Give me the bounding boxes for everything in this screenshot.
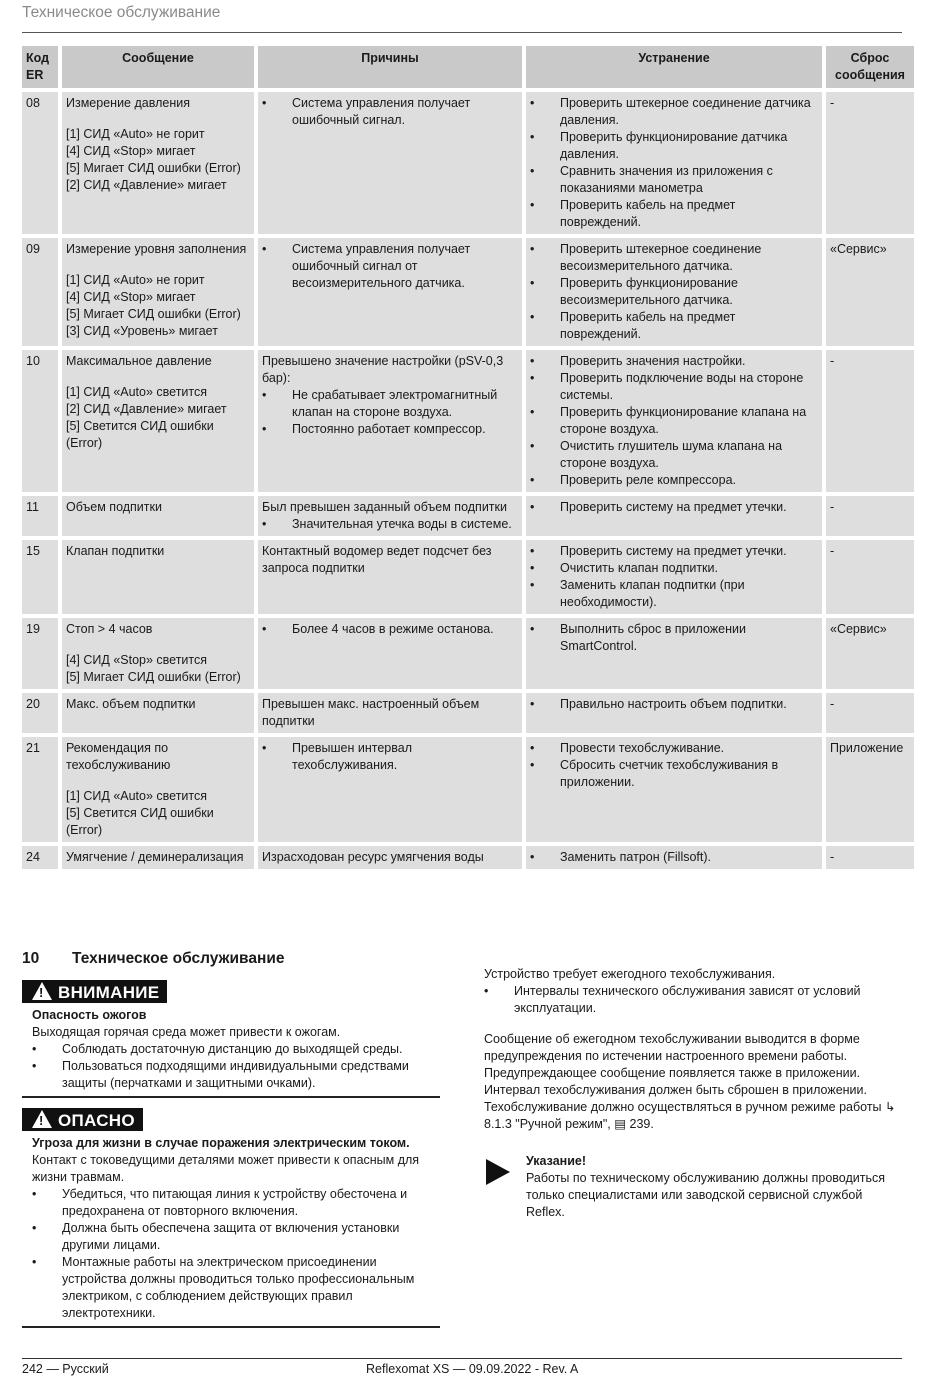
remedy-list xyxy=(530,696,818,713)
list-item: • Интервалы технического обслуживания зависят от условий эксплуатации. xyxy=(484,983,902,1017)
list-item: • Система управления получает ошибочный сигнал от весоизмерительного датчика. xyxy=(262,241,518,292)
remedy-list xyxy=(530,621,818,655)
remedy-cell xyxy=(526,618,822,689)
causes-list xyxy=(262,516,518,533)
remedy-list xyxy=(530,849,818,866)
led-status-list xyxy=(66,384,250,452)
causes-cell xyxy=(258,540,522,614)
message-title: Измерение давления xyxy=(66,96,190,110)
causes-cell xyxy=(258,496,522,536)
remedy-cell xyxy=(526,846,822,869)
cause-intro: Контактный водомер ведет подсчет без запроса подпитки xyxy=(262,544,492,575)
remedy-list xyxy=(530,353,818,489)
message-title: Макс. объем подпитки xyxy=(66,697,196,711)
warning-subtitle: Опасность ожогов xyxy=(32,1008,147,1022)
led-status: [1] СИД «Auto» не горит xyxy=(66,127,205,141)
list-item: • Должна быть обеспечена защита от включения установки другими лицами. xyxy=(32,1220,440,1254)
remedy-list xyxy=(530,740,818,791)
led-status: [5] Мигает СИД ошибки (Error) xyxy=(66,161,241,175)
danger-triangle-icon xyxy=(32,1110,52,1128)
reset-cell: - xyxy=(826,846,914,869)
message-cell xyxy=(62,496,254,536)
message-title: Умягчение / деминерализация xyxy=(66,850,244,864)
table-row xyxy=(22,540,914,614)
list-item: • Система управления получает ошибочный сигнал. xyxy=(262,95,518,129)
causes-list xyxy=(262,95,518,129)
danger-badge: !ОПАСНО xyxy=(22,1108,143,1131)
remedy-cell xyxy=(526,496,822,536)
warning-list xyxy=(22,1041,440,1092)
causes-cell xyxy=(258,238,522,346)
list-item: • Проверить систему на предмет утечки. xyxy=(530,543,818,560)
message-cell xyxy=(62,737,254,842)
message-cell xyxy=(62,238,254,346)
note-text: Работы по техническому обслуживанию должны проводиться только специалистами или заводской сервисной службой Reflex. xyxy=(526,1171,886,1219)
list-item: • Провести техобслуживание. xyxy=(530,740,818,757)
error-code-cell: 20 xyxy=(22,693,58,733)
list-item: • Выполнить сброс в приложении SmartControl. xyxy=(530,621,818,655)
error-code-cell: 24 xyxy=(22,846,58,869)
list-item: • Проверить кабель на предмет повреждений. xyxy=(530,197,818,231)
error-code-cell: 10 xyxy=(22,350,58,492)
remedy-cell xyxy=(526,693,822,733)
remedy-list xyxy=(530,499,818,516)
warning-text: Выходящая горячая среда может привести к ожогам. xyxy=(32,1025,341,1039)
table-row xyxy=(22,238,914,346)
maintenance-intro: Устройство требует ежегодного техобслуживания. xyxy=(484,967,776,981)
list-item: • Проверить реле компрессора. xyxy=(530,472,818,489)
led-status: [2] СИД «Давление» мигает xyxy=(66,178,227,192)
footer-divider xyxy=(22,1358,902,1359)
header-divider xyxy=(22,32,902,33)
section-title: Техническое обслуживание xyxy=(72,950,285,967)
led-status: [3] СИД «Уровень» мигает xyxy=(66,324,218,338)
footer-doc: Reflexomat XS — 09.09.2022 - Rev. A xyxy=(366,1362,579,1376)
col-header-remedy: Устранение xyxy=(526,46,822,88)
led-status: [5] Мигает СИД ошибки (Error) xyxy=(66,670,241,684)
causes-list xyxy=(262,387,518,438)
maintenance-list xyxy=(484,983,902,1017)
message-title: Рекомендация по техобслуживанию xyxy=(66,741,171,772)
running-header: Техническое обслуживание xyxy=(22,4,221,21)
list-item: • Пользоваться подходящими индивидуальными средствами защиты (перчатками и защитными очками). xyxy=(32,1058,440,1092)
list-item: • Монтажные работы на электрическом присоединении устройства должны проводиться только профессиональным электриком, с соблюдением действующих правил электротехники. xyxy=(32,1254,440,1322)
table-row xyxy=(22,693,914,733)
maintenance-info xyxy=(484,966,902,1221)
list-item: • Сравнить значения из приложения с показаниями манометра xyxy=(530,163,818,197)
message-cell xyxy=(62,846,254,869)
list-item: • Соблюдать достаточную дистанцию до выходящей среды. xyxy=(32,1041,440,1058)
led-status-list xyxy=(66,788,250,839)
led-status: [4] СИД «Stop» мигает xyxy=(66,144,196,158)
table-row xyxy=(22,92,914,234)
led-status: [2] СИД «Давление» мигает xyxy=(66,402,227,416)
causes-cell xyxy=(258,846,522,869)
danger-notice xyxy=(22,1108,440,1328)
list-item: • Проверить функционирование клапана на стороне воздуха. xyxy=(530,404,818,438)
list-item: • Очистить клапан подпитки. xyxy=(530,560,818,577)
warning-notice xyxy=(22,980,440,1098)
list-item: • Превышен интервал техобслуживания. xyxy=(262,740,518,774)
list-item: • Проверить штекерное соединение датчика давления. xyxy=(530,95,818,129)
table-row xyxy=(22,350,914,492)
message-cell xyxy=(62,693,254,733)
list-item: • Проверить штекерное соединение весоизмерительного датчика. xyxy=(530,241,818,275)
led-status: [5] Светится СИД ошибки (Error) xyxy=(66,806,214,837)
footer-page: 242 — Русский xyxy=(22,1362,109,1376)
list-item: • Очистить глушитель шума клапана на стороне воздуха. xyxy=(530,438,818,472)
message-title: Объем подпитки xyxy=(66,500,162,514)
causes-cell xyxy=(258,618,522,689)
note-box xyxy=(484,1153,902,1221)
note-arrow-icon xyxy=(486,1159,510,1185)
causes-cell xyxy=(258,350,522,492)
remedy-list xyxy=(530,95,818,231)
col-header-message: Сообщение xyxy=(62,46,254,88)
message-title: Клапан подпитки xyxy=(66,544,165,558)
led-status: [4] СИД «Stop» мигает xyxy=(66,290,196,304)
led-status: [1] СИД «Auto» не горит xyxy=(66,273,205,287)
reset-cell: «Сервис» xyxy=(826,238,914,346)
list-item: • Постоянно работает компрессор. xyxy=(262,421,518,438)
error-code-cell: 15 xyxy=(22,540,58,614)
list-item: • Более 4 часов в режиме останова. xyxy=(262,621,518,638)
led-status: [4] СИД «Stop» светится xyxy=(66,653,208,667)
list-item: • Сбросить счетчик техобслуживания в приложении. xyxy=(530,757,818,791)
remedy-cell xyxy=(526,737,822,842)
error-code-cell: 19 xyxy=(22,618,58,689)
note-title: Указание! xyxy=(526,1154,587,1168)
section-heading xyxy=(22,950,285,968)
col-header-causes: Причины xyxy=(258,46,522,88)
danger-list xyxy=(22,1186,440,1322)
maintenance-paragraph: Сообщение об ежегодном техобслуживании выводится в форме предупреждения по истечении настроенного времени работы. Предупреждающее сообщение появляется также в приложении. Интервал техобслуживания должен быть сброшен в приложении. Техобслуживание должно осуществляться в ручном режиме работы ↳ 8.1.3 "Ручной режим", ▤ 239. xyxy=(484,1032,896,1131)
led-status-list xyxy=(66,272,250,340)
list-item: • Проверить подключение воды на стороне системы. xyxy=(530,370,818,404)
danger-text: Контакт с токоведущими деталями может привести к опасным для жизни травмам. xyxy=(32,1153,420,1184)
led-status: [5] Светится СИД ошибки (Error) xyxy=(66,419,214,450)
remedy-list xyxy=(530,241,818,343)
error-code-cell: 11 xyxy=(22,496,58,536)
led-status-list xyxy=(66,652,250,686)
reset-cell: - xyxy=(826,92,914,234)
table-row xyxy=(22,846,914,869)
error-codes-table xyxy=(18,42,918,873)
causes-cell xyxy=(258,92,522,234)
col-header-code: Код ER xyxy=(22,46,58,88)
warning-badge: !ВНИМАНИЕ xyxy=(22,980,167,1003)
causes-list xyxy=(262,740,518,774)
list-item: • Проверить функционирование датчика давления. xyxy=(530,129,818,163)
error-code-cell: 08 xyxy=(22,92,58,234)
list-item: • Проверить значения настройки. xyxy=(530,353,818,370)
reset-cell: - xyxy=(826,496,914,536)
list-item: • Заменить патрон (Fillsoft). xyxy=(530,849,818,866)
remedy-list xyxy=(530,543,818,611)
list-item: • Проверить кабель на предмет повреждений. xyxy=(530,309,818,343)
safety-notices xyxy=(22,980,440,1338)
remedy-cell xyxy=(526,238,822,346)
reset-cell: «Сервис» xyxy=(826,618,914,689)
table-row xyxy=(22,618,914,689)
list-item: • Заменить клапан подпитки (при необходимости). xyxy=(530,577,818,611)
led-status-list xyxy=(66,126,250,194)
table-header-row xyxy=(22,46,914,88)
message-cell xyxy=(62,618,254,689)
list-item: • Проверить систему на предмет утечки. xyxy=(530,499,818,516)
table-row xyxy=(22,496,914,536)
message-title: Измерение уровня заполнения xyxy=(66,242,247,256)
causes-cell xyxy=(258,693,522,733)
led-status: [1] СИД «Auto» светится xyxy=(66,385,208,399)
remedy-cell xyxy=(526,540,822,614)
list-item: • Значительная утечка воды в системе. xyxy=(262,516,518,533)
warning-triangle-icon xyxy=(32,982,52,1000)
led-status: [1] СИД «Auto» светится xyxy=(66,789,208,803)
reset-cell: - xyxy=(826,693,914,733)
message-title: Стоп > 4 часов xyxy=(66,622,153,636)
error-code-cell: 09 xyxy=(22,238,58,346)
causes-list xyxy=(262,241,518,292)
reset-cell: - xyxy=(826,540,914,614)
remedy-cell xyxy=(526,92,822,234)
cause-intro: Превышено значение настройки (pSV-0,3 бар): xyxy=(262,354,504,385)
error-code-cell: 21 xyxy=(22,737,58,842)
remedy-cell xyxy=(526,350,822,492)
list-item: • Правильно настроить объем подпитки. xyxy=(530,696,818,713)
list-item: • Не срабатывает электромагнитный клапан на стороне воздуха. xyxy=(262,387,518,421)
danger-subtitle: Угроза для жизни в случае поражения электрическим током. xyxy=(32,1136,410,1150)
message-cell xyxy=(62,350,254,492)
list-item: • Убедиться, что питающая линия к устройству обесточена и предохранена от повторного включения. xyxy=(32,1186,440,1220)
cause-intro: Израсходован ресурс умягчения воды xyxy=(262,850,484,864)
causes-list xyxy=(262,621,518,638)
reset-cell: Приложение xyxy=(826,737,914,842)
list-item: • Проверить функционирование весоизмерительного датчика. xyxy=(530,275,818,309)
reset-cell: - xyxy=(826,350,914,492)
message-title: Максимальное давление xyxy=(66,354,212,368)
message-cell xyxy=(62,540,254,614)
message-cell xyxy=(62,92,254,234)
cause-intro: Превышен макс. настроенный объем подпитки xyxy=(262,697,480,728)
col-header-reset: Сброс сообщения xyxy=(826,46,914,88)
causes-cell xyxy=(258,737,522,842)
section-number: 10 xyxy=(22,950,40,967)
led-status: [5] Мигает СИД ошибки (Error) xyxy=(66,307,241,321)
cause-intro: Был превышен заданный объем подпитки xyxy=(262,500,507,514)
table-row xyxy=(22,737,914,842)
